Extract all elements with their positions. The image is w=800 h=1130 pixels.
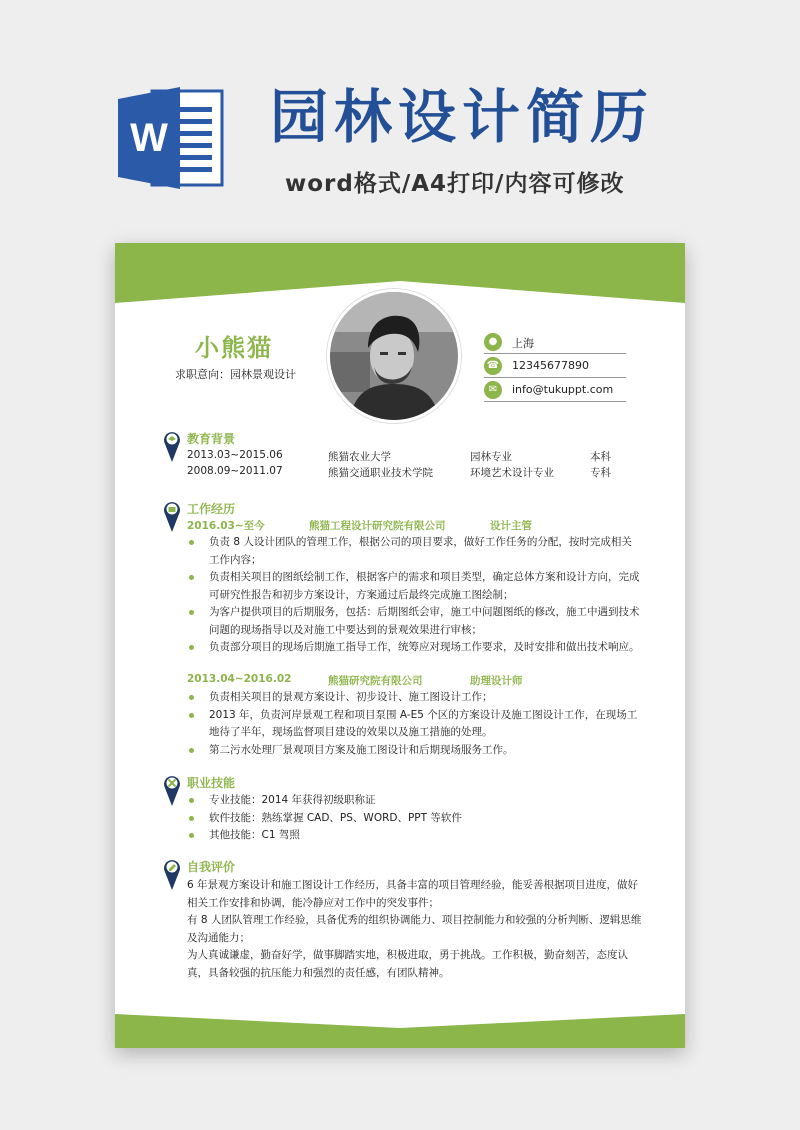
skills-list [187,792,642,845]
list-item: 负责 8 人设计团队的管理工作，根据公司的项目要求，做好工作任务的分配，按时完成相关工作内容； [187,534,642,569]
list-item: 第二污水处理厂景观项目方案及施工图设计和后期现场服务工作。 [187,742,642,760]
tools-icon [163,773,181,807]
email-icon: ✉ [484,381,502,399]
pencil-icon [163,857,181,891]
job-intent: 求职意向：园林景观设计 [175,368,296,381]
location-pin-icon: ● [484,333,502,351]
work-title: 工作经历 [187,502,236,516]
job-duties-list [187,689,642,759]
job-header: 2016.03~至今 熊猫工程设计研究院有限公司 设计主管 [187,520,532,532]
list-item: 负责相关项目的景观方案设计、初步设计、施工图设计工作； [187,689,642,707]
education-row: 2013.03~2015.06 熊猫农业大学 园林专业 本科 [187,449,611,463]
self-eval-text [187,877,642,982]
candidate-name: 小熊猫 [195,334,273,362]
list-item: 负责相关项目的图纸绘制工作，根据客户的需求和项目类型，确定总体方案和设计方向，完成可研究性报告和初步方案设计，方案通过后最终完成施工图绘制； [187,569,642,604]
briefcase-icon [163,499,181,533]
list-item: 2013 年，负责河岸景观工程和项目泵围 A-E5 个区的方案设计及施工图设计工作，在现场工地待了半年，现场监督项目建设的效果以及施工措施的处理。 [187,707,642,742]
list-item: 专业技能：2014 年获得初级职称证 [187,792,642,810]
resume-page [115,243,685,1048]
phone-icon: ☎ [484,357,502,375]
page-title: 园林设计简历 [270,83,655,151]
svg-text:W: W [130,116,168,160]
education-icon [163,429,181,463]
profile-photo [327,289,461,423]
job-header: 2013.04~2016.02 熊猫研究院有限公司 助理设计师 [187,673,523,687]
job-duties-list [187,534,642,657]
skills-title: 职业技能 [187,776,236,790]
bottom-green-band [115,1006,685,1048]
education-title: 教育背景 [187,432,236,446]
page-subtitle: word格式/A4打印/内容可修改 [285,171,625,197]
education-row: 2008.09~2011.07 熊猫交通职业技术学院 环境艺术设计专业 专科 [187,465,611,479]
contact-email: ✉ info@tukuppt.com [484,381,626,402]
word-document-icon [118,87,226,189]
paragraph: 6 年景观方案设计和施工图设计工作经历，具备丰富的项目管理经验，能妥善根据项目进度，做好相关工作安排和协调，能冷静应对工作中的突发事件； [187,879,639,909]
contact-location: ● 上海 [484,333,626,354]
list-item: 软件技能：熟练掌握 CAD、PS、WORD、PPT 等软件 [187,810,642,828]
contact-phone: ☎ 12345677890 [484,357,626,378]
list-item: 其他技能：C1 驾照 [187,827,642,845]
list-item: 为客户提供项目的后期服务，包括：后期图纸会审，施工中问题图纸的修改，施工中遇到技术问题的现场指导以及对施工中要达到的景观效果进行审核； [187,604,642,639]
paragraph: 有 8 人团队管理工作经验，具备优秀的组织协调能力、项目控制能力和较强的分析判断、逻辑思维及沟通能力； [187,914,642,944]
paragraph: 为人真诚谦虚，勤奋好学，做事脚踏实地，积极进取，勇于挑战。工作积极，勤奋刻苦，态度认真，具备较强的抗压能力和强烈的责任感，有团队精神。 [187,949,628,979]
list-item: 负责部分项目的现场后期施工指导工作，统筹应对现场工作要求，及时安排和做出技术响应。 [187,639,642,657]
self-eval-title: 自我评价 [187,860,236,874]
